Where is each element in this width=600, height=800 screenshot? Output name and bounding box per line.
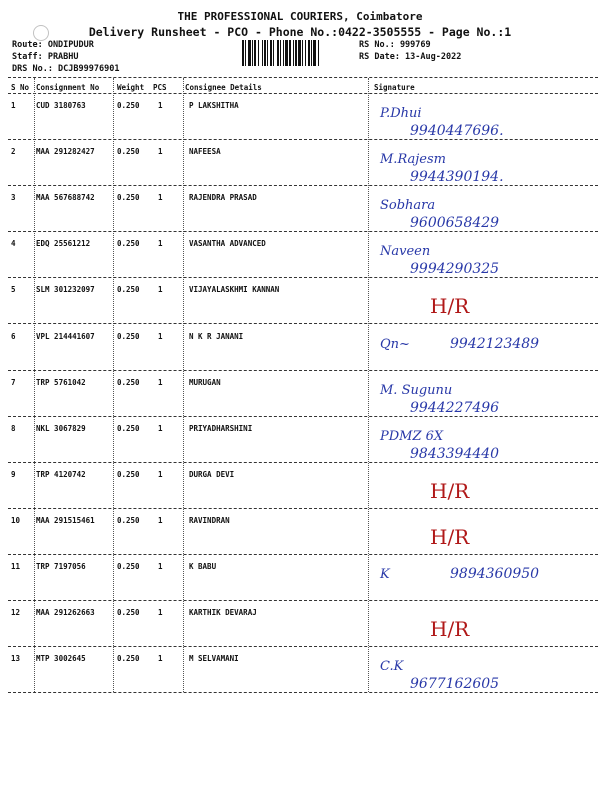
barcode-bar [302,40,303,66]
row-pcs: 1 [158,562,163,571]
signature-name: P.Dhui [380,106,422,121]
column-header-consignee: Consignee Details [185,83,262,92]
row-pcs: 1 [158,516,163,525]
barcode-bar [258,40,259,66]
row-sno: 2 [11,147,16,156]
table-row [0,558,600,604]
row-weight: 0.250 [117,562,140,571]
signature-cell [370,512,595,558]
signature-name: C.K [380,659,404,674]
rs-date: RS Date: 13-Aug-2022 [359,52,462,62]
signature-phone: 9940447696. [410,123,504,139]
signature-cell [370,328,595,374]
signature-phone: 9944390194. [410,169,504,185]
barcode-image [242,40,354,66]
barcode-bar [318,40,319,66]
row-pcs: 1 [158,239,163,248]
row-consignee: MURUGAN [189,378,221,387]
table-row [0,420,600,466]
row-consignment-no: MAA 291262663 [36,608,95,617]
row-weight: 0.250 [117,101,140,110]
signature-name: M.Rajesm [380,152,447,167]
drs-number: DRS No.: DCJB99976901 [12,64,120,74]
signature-cell [370,189,595,235]
barcode-bar [280,40,281,66]
row-weight: 0.250 [117,608,140,617]
row-separator [8,277,598,278]
signature-phone: 9677162605 [410,676,500,692]
row-separator [8,600,598,601]
rs-number: RS No.: 999769 [359,40,431,50]
row-separator [8,508,598,509]
barcode-bar [262,40,263,66]
row-separator [8,692,598,693]
row-pcs: 1 [158,654,163,663]
barcode-bar [298,40,301,66]
row-separator [8,646,598,647]
signature-cell [370,374,595,420]
signature-name: Naveen [380,244,431,259]
signature-cell [370,558,595,604]
barcode-bar [267,40,268,66]
column-header-weight: Weight [117,83,145,92]
barcode-bar [283,40,284,66]
barcode-bar [305,40,306,66]
row-sno: 11 [11,562,21,571]
barcode-bar [270,40,272,66]
table-row [0,143,600,189]
row-consignee: VASANTHA ADVANCED [189,239,266,248]
row-weight: 0.250 [117,193,140,202]
barcode-bar [285,40,288,66]
row-pcs: 1 [158,608,163,617]
row-sno: 4 [11,239,16,248]
row-weight: 0.250 [117,516,140,525]
row-consignee: VIJAYALASKHMI KANNAN [189,285,280,294]
barcode-bar [254,40,256,66]
row-separator [8,416,598,417]
row-consignee: P LAKSHITHA [189,101,239,110]
row-separator [8,185,598,186]
row-pcs: 1 [158,285,163,294]
row-consignee: RAVINDRAN [189,516,230,525]
signature-name: Qn~ [380,337,410,352]
row-weight: 0.250 [117,654,140,663]
row-consignment-no: MTP 3002645 [36,654,86,663]
row-consignment-no: MAA 567688742 [36,193,95,202]
signature-cell [370,420,595,466]
hr-mark: H/R [430,479,470,503]
hr-mark: H/R [430,617,470,641]
barcode-bar [242,40,244,66]
barcode-bar [293,40,294,66]
faint-stamp-mark [33,25,49,41]
row-sno: 6 [11,332,16,341]
row-consignment-no: CUD 3180763 [36,101,86,110]
barcode-bar [245,40,246,66]
row-sno: 5 [11,285,16,294]
signature-phone: 9994290325 [410,261,500,277]
row-sno: 8 [11,424,16,433]
table-row [0,281,600,327]
signature-name: M. Sugunu [380,383,453,398]
row-weight: 0.250 [117,147,140,156]
signature-phone: 9894360950 [450,566,540,582]
row-pcs: 1 [158,193,163,202]
row-sno: 1 [11,101,16,110]
row-consignee: KARTHIK DEVARAJ [189,608,257,617]
row-consignment-no: VPL 214441607 [36,332,95,341]
row-sno: 12 [11,608,21,617]
row-pcs: 1 [158,101,163,110]
row-pcs: 1 [158,470,163,479]
table-row [0,189,600,235]
column-header-consignment: Consignment No [36,83,100,92]
signature-cell [370,281,595,327]
row-sno: 3 [11,193,16,202]
table-row [0,374,600,420]
row-consignee: NAFEESA [189,147,221,156]
row-consignment-no: TRP 7197056 [36,562,86,571]
row-pcs: 1 [158,332,163,341]
row-separator [8,231,598,232]
row-consignee: M SELVAMANI [189,654,239,663]
barcode-bar [248,40,251,66]
row-weight: 0.250 [117,285,140,294]
row-pcs: 1 [158,147,163,156]
row-consignment-no: SLM 301232097 [36,285,95,294]
signature-cell [370,143,595,189]
barcode-bar [308,40,310,66]
signature-cell [370,650,595,696]
row-consignment-no: NKL 3067829 [36,424,86,433]
signature-cell [370,97,595,143]
row-sno: 7 [11,378,16,387]
barcode-bar [252,40,253,66]
document-subtitle: Delivery Runsheet - PCO - Phone No.:0422-3505555 - Page No.:1 [88,25,512,39]
row-consignee: PRIYADHARSHINI [189,424,253,433]
row-sno: 10 [11,516,21,525]
table-row [0,512,600,558]
row-weight: 0.250 [117,239,140,248]
barcode-bar [277,40,279,66]
row-weight: 0.250 [117,424,140,433]
signature-phone: 9600658429 [410,215,500,231]
staff-label: Staff: PRABHU [12,52,79,62]
row-separator [8,323,598,324]
column-header-sno: S No [11,83,30,92]
table-row [0,650,600,696]
row-consignment-no: MAA 291282427 [36,147,95,156]
header-rule-bottom [8,93,598,94]
hr-mark: H/R [430,294,470,318]
signature-cell [370,235,595,281]
signature-cell [370,466,595,512]
signature-cell [370,604,595,650]
table-row [0,328,600,374]
table-row [0,97,600,143]
row-separator [8,462,598,463]
row-pcs: 1 [158,378,163,387]
signature-name: K [380,567,390,582]
signature-name: Sobhara [380,198,436,213]
barcode-bar [273,40,274,66]
row-consignment-no: TRP 5761042 [36,378,86,387]
signature-phone: 9843394440 [410,446,500,462]
row-consignment-no: EDQ 25561212 [36,239,91,248]
hr-mark: H/R [430,525,470,549]
signature-phone: 9944227496 [410,400,500,416]
barcode-bar [313,40,316,66]
row-weight: 0.250 [117,470,140,479]
row-sno: 13 [11,654,21,663]
row-sno: 9 [11,470,16,479]
document-title: THE PROFESSIONAL COURIERS, Coimbatore [177,10,423,23]
barcode-bar [289,40,291,66]
row-consignee: RAJENDRA PRASAD [189,193,257,202]
row-separator [8,554,598,555]
column-header-pcs: PCS [153,83,167,92]
header-rule-top [8,77,598,78]
row-separator [8,139,598,140]
table-row [0,235,600,281]
route-label: Route: ONDIPUDUR [12,40,94,50]
signature-phone: 9942123489 [450,336,540,352]
table-row [0,466,600,512]
row-consignee: N K R JANANI [189,332,244,341]
barcode-bar [311,40,312,66]
row-consignee: K BABU [189,562,217,571]
row-pcs: 1 [158,424,163,433]
signature-name: PDMZ 6X [380,429,444,444]
row-weight: 0.250 [117,332,140,341]
row-consignment-no: TRP 4120742 [36,470,86,479]
barcode-bar [264,40,266,66]
row-consignment-no: MAA 291515461 [36,516,95,525]
table-row [0,604,600,650]
row-weight: 0.250 [117,378,140,387]
row-consignee: DURGA DEVI [189,470,235,479]
column-header-signature: Signature [374,83,415,92]
barcode-bar [295,40,297,66]
row-separator [8,370,598,371]
